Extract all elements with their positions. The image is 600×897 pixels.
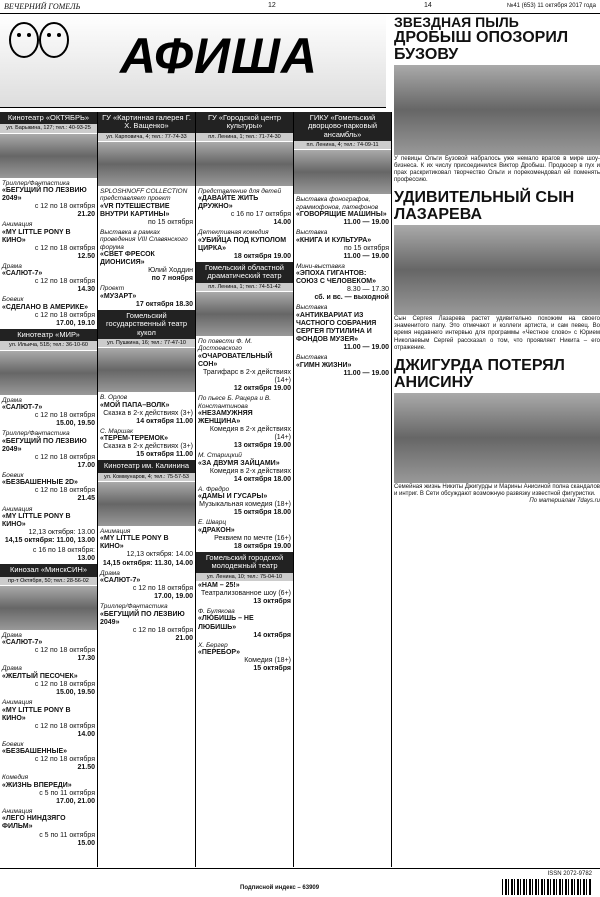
event-genre: По повести Ф. М. Достоевского: [198, 337, 253, 353]
event-title: «САЛЮТ-7»: [2, 404, 43, 412]
event-genre: М. Старицкий: [198, 452, 242, 460]
event-genre: Комедия: [2, 774, 29, 782]
barcode-icon: [502, 879, 592, 895]
venue-header: Кинотеатр «ОКТЯБРЬ»: [0, 112, 97, 124]
venue-photo: [0, 134, 97, 178]
venue-address: пл. Ленина, 1; тел.: 74-51-42: [196, 283, 293, 291]
masthead-title: АФИША: [120, 28, 319, 84]
event: [0, 505, 97, 547]
event-dates: с 5 по 11 октября: [39, 789, 95, 797]
event-times: 14,15 октября: 11.30, 14.00: [102, 559, 193, 567]
event-title: «АНТИКВАРИАТ ИЗ ЧАСТНОГО СОБРАНИЯ СЕРГЕЯ ПУТИЛИНА И ФОНДОВ МУЗЕЯ»: [296, 311, 377, 343]
event-times: 17.00: [77, 461, 95, 469]
column-1: [0, 112, 98, 867]
venue-address: пл. Ленина, 1; тел.: 71-74-30: [196, 133, 293, 141]
subscription-index: Подписной индекс – 63909: [240, 885, 320, 891]
event: [0, 471, 97, 505]
event-times: 17 октября 18.30: [135, 301, 193, 308]
event-title: «ТЕРЕМ-ТЕРЕМОК»: [100, 435, 169, 443]
newspaper-name: ВЕЧЕРНИЙ ГОМЕЛЬ: [4, 2, 81, 11]
page-number-left: 12: [268, 2, 276, 9]
event-genre: Е. Шварц: [198, 519, 227, 527]
venue-photo: [98, 142, 195, 186]
event-genre: Ф. Булякова: [198, 608, 235, 616]
venue-header: Кинотеатр им. Калинина: [98, 460, 195, 472]
event-genre: Выставка фонографов, граммофонов, патефонов: [296, 196, 379, 211]
event-title: «VR ПУТЕШЕСТВИЕ ВНУТРИ КАРТИНЫ»: [100, 202, 170, 218]
event-times: 18 октября 19.00: [233, 543, 291, 551]
venue-address: пр-т Октября, 50; тел.: 28-56-02: [0, 577, 97, 585]
event-title: «MY LITTLE PONY В КИНО»: [2, 513, 71, 529]
event-times: 15 октября: [253, 665, 291, 673]
event-times: 17.00, 19.10: [56, 320, 95, 328]
event-times: 11.00 — 19.00: [343, 252, 389, 260]
venue-photo: [0, 586, 97, 630]
event: [196, 607, 293, 641]
event-title: «ДАВАЙТЕ ЖИТЬ ДРУЖНО»: [198, 195, 259, 211]
event-dates: с 16 по 17 октября: [230, 211, 291, 219]
venue-header: Кинотеатр «МИР»: [0, 329, 97, 341]
event-genre: Анимация: [2, 505, 33, 513]
event-times: 14 октября 11.00: [136, 417, 193, 425]
event: [0, 698, 97, 740]
event-times: 11.00 — 19.00: [343, 219, 389, 227]
venue-address: ул. Барыкина, 127; тел.: 40-93-25: [0, 124, 97, 132]
event-times: 11.00 — 19.00: [343, 369, 389, 377]
event-genre: Драма: [2, 396, 22, 404]
event-times: 14.30: [77, 286, 95, 294]
venue-address: ул. Карповича, 4; тел.: 77-74-33: [98, 133, 195, 141]
event-title: «ГИМН ЖИЗНИ»: [296, 361, 352, 369]
event-genre: По пьесе Б. Рацера и В. Константинова: [198, 395, 272, 410]
venue-photo: [196, 292, 293, 336]
event-dates: с 5 по 11 октября: [39, 831, 95, 839]
event-genre: Выставка: [296, 304, 328, 312]
event-times: 17.00, 19.00: [154, 593, 193, 601]
event-times: по 7 ноября: [151, 275, 193, 283]
event-title: «ЗА ДВУМЯ ЗАЙЦАМИ»: [198, 459, 280, 467]
event-title: «ЛЮБИШЬ – НЕ ЛЮБИШЬ»: [198, 615, 254, 631]
event-dates: 12,13 октября: 14.00: [126, 551, 193, 559]
story-headline: ДЖИГУРДА ПОТЕРЯЛ АНИСИНУ: [394, 356, 565, 391]
venue-photo: [294, 150, 391, 194]
event-times: 18 октября 19.00: [233, 253, 291, 261]
event-genre: Анимация: [2, 807, 33, 815]
story-photo: [394, 225, 600, 315]
event-dates: 12,13 октября: 13.00: [28, 529, 95, 537]
event-title: «БЕГУЩИЙ ПО ЛЕЗВИЮ 2049»: [2, 187, 87, 203]
event-title: «УБИЙЦА ПОД КУПОЛОМ ЦИРКА»: [198, 236, 287, 252]
event-dates: с 12 по 18 октября: [34, 312, 95, 319]
event-times: 21.45: [77, 495, 95, 503]
event: [98, 187, 195, 228]
event-dates: по 15 октября: [343, 244, 389, 252]
event: [0, 262, 97, 296]
event-title: «ЖЕЛТЫЙ ПЕСОЧЕК»: [2, 672, 78, 680]
event-dates: с 12 по 18 октября: [34, 278, 95, 286]
event: [98, 284, 195, 310]
event: [294, 353, 391, 379]
event: [98, 569, 195, 603]
event-times: 17.00, 21.00: [56, 797, 95, 805]
event-times: 14,15 октября: 11.00, 13.00: [4, 537, 95, 545]
event-genre: Х. Бергер: [198, 641, 228, 649]
event-genre: В. Орлов: [100, 394, 128, 402]
event-dates: с 12 по 18 октября: [34, 203, 95, 211]
event-times: 13 октября: [253, 597, 291, 605]
event-times: 15.00: [77, 839, 95, 847]
event-genre: Анимация: [2, 221, 33, 229]
story-text: Семейная жизнь Никиты Джигурды и Марины Анисиной полна скандалов и интриг. В Сети обсуждают возможную развязку известной фигуристки.: [394, 483, 600, 497]
event-genre: Триллер/Фантастика: [100, 603, 168, 611]
event-genre: Выставка: [296, 229, 328, 237]
story-photo: [394, 393, 600, 483]
event-genre: SPLOSHNOFF COLLECTION представляет проект: [100, 187, 188, 203]
story-credit: По материалам 7days.ru: [529, 497, 600, 504]
event-genre: Драма: [2, 665, 22, 673]
event-title: «БЕГУЩИЙ ПО ЛЕЗВИЮ 2049»: [2, 437, 87, 453]
event-dates: с 12 по 18 октября: [34, 412, 95, 420]
event: [0, 396, 97, 430]
story-text: Сын Сергея Лазарева растет удивительно похожим на своего знаменитого папу. Это отмечают и коллеги артиста, и сам певец. Во время недавнего интервью для программы «Честное слово» с Юрием Николаевым Сергей рассказал о том, что проявляет Никита – его отражение.: [394, 316, 600, 351]
venue-header: Гомельский государственный театр кукол: [98, 310, 195, 339]
event-title: «ГОВОРЯЩИЕ МАШИНЫ»: [296, 211, 387, 218]
event-times: 13 октября 19.00: [233, 442, 291, 450]
venue-address: пл. Ленина, 4; тел.: 74-09-11: [294, 141, 391, 149]
venue-header: Кинозал «МинскСИН»: [0, 564, 97, 576]
column-3: [196, 112, 294, 867]
story-headline: ДРОБЫШ ОПОЗОРИЛ БУЗОВУ: [394, 29, 569, 63]
event-dates: с 12 по 18 октября: [34, 453, 95, 461]
masks-icon: [6, 20, 76, 60]
event-title: «БЕЗБАШЕННЫЕ 2D»: [2, 479, 78, 487]
event-title: «КНИГА И КУЛЬТУРА»: [296, 236, 372, 244]
event: [98, 228, 195, 285]
event-title: «ЖИЗНЬ ВПЕРЕДИ»: [2, 781, 72, 789]
event-genre: Анимация: [2, 699, 33, 707]
event-dates: Театрализованное шоу (6+): [200, 589, 291, 597]
venue-photo: [98, 348, 195, 392]
event-genre: Драма: [2, 262, 22, 270]
event: [294, 195, 391, 228]
event-times: 11.00 — 19.00: [343, 344, 389, 352]
event: [98, 602, 195, 644]
event: [98, 427, 195, 461]
event-times: сб. и вс. — выходной: [314, 294, 389, 302]
event-title: «ОЧАРОВАТЕЛЬНЫЙ СОН»: [198, 352, 273, 368]
venue-header: ГУ «Картинная галерея Г. Х. Ващенко»: [98, 112, 195, 133]
event: [196, 187, 293, 229]
event: [196, 337, 293, 394]
event-times: 21.50: [77, 764, 95, 772]
event-dates: Сказка в 2-х действиях (3+): [103, 409, 193, 417]
event: [0, 664, 97, 698]
event-title: «СВЕТ ФРЕСОК ДИОНИСИЯ»: [100, 251, 155, 267]
event-times: 21.20: [77, 211, 95, 219]
event-dates: Комедия в 2-х действиях (14+): [209, 426, 291, 442]
event-title: «MY LITTLE PONY В КИНО»: [2, 706, 71, 722]
event-times: 15.00, 19.50: [56, 420, 95, 428]
event-dates: 8.30 — 17.30: [346, 286, 389, 294]
event-dates: с 16 по 18 октября:: [32, 547, 95, 555]
event-dates: с 12 по 18 октября: [34, 680, 95, 688]
event-dates: с 12 по 18 октября: [34, 756, 95, 764]
event-times: 21.00: [175, 634, 193, 642]
venue-address: ул. Ленина, 10; тел.: 75-04-10: [196, 573, 293, 581]
event-genre: Драма: [2, 631, 22, 639]
event: [196, 485, 293, 519]
event-title: «ЭПОХА ГИГАНТОВ: СОЮЗ С ЧЕЛОВЕКОМ»: [296, 270, 376, 286]
event-times: 12 октября 19.00: [233, 385, 291, 393]
event-genre: Драма: [100, 569, 120, 577]
issn: ISSN 2072-9782: [547, 871, 592, 877]
event-title: «МУЗАРТ»: [100, 292, 137, 300]
event-times: 14 октября 18.00: [233, 475, 291, 483]
event: [196, 641, 293, 675]
event: [196, 581, 293, 607]
event-times: 15.00, 19.50: [56, 689, 95, 697]
event-title: «БЕГУЩИЙ ПО ЛЕЗВИЮ 2049»: [100, 610, 185, 626]
event-dates: с 12 по 18 октября: [34, 647, 95, 655]
column-2: [98, 112, 196, 867]
event-times: 15 октября 18.00: [233, 509, 291, 517]
venue-address: ул. Коммунаров, 4; тел.: 75-57-53: [98, 473, 195, 481]
event: [196, 451, 293, 485]
event-genre: Боевик: [2, 471, 24, 479]
event-times: 13.00: [77, 555, 95, 563]
event: [196, 518, 293, 552]
venue-header: Гомельский городской молодежный театр: [196, 552, 293, 573]
venue-header: ГУ «Городской центр культуры»: [196, 112, 293, 133]
event-dates: Сказка в 2-х действиях (3+): [103, 443, 193, 451]
event: [98, 527, 195, 569]
event-title: «САЛЮТ-7»: [2, 639, 43, 647]
issue-info: №41 (653) 11 октября 2017 года: [506, 3, 596, 9]
story-text: У певицы Ольги Бузовой набралось уже немало врагов в мире шоу-бизнеса. К их числу присоединился Виктор Дробыш. Продюсер в пух и прах раскритиковал творчество Ольги и порекомендовал ей поменять профессию.: [394, 155, 600, 184]
event: [0, 773, 97, 807]
event-title: «МОЙ ПАПА–ВОЛК»: [100, 401, 170, 409]
column-4: [294, 112, 392, 867]
event-dates: Юлий Ходдин: [148, 267, 193, 275]
event-genre: Боевик: [2, 296, 24, 304]
event: [0, 179, 97, 221]
event-dates: Комедия в 2-х действиях: [209, 467, 291, 475]
event-dates: с 12 по 18 октября: [34, 722, 95, 730]
event-genre: А. Фредро: [198, 485, 230, 493]
event: [0, 546, 97, 564]
event-title: «САЛЮТ-7»: [100, 577, 141, 585]
event-title: «MY LITTLE PONY В КИНО»: [2, 228, 71, 244]
event-times: 12.50: [77, 252, 95, 260]
event-dates: Трагифарс в 2-х действиях (14+): [203, 368, 291, 384]
venue-photo: [0, 351, 97, 395]
event-title: «MY LITTLE PONY В КИНО»: [100, 535, 169, 551]
event-genre: Триллер/Фантастика: [2, 179, 70, 187]
event-genre: Представление для детей: [198, 187, 282, 195]
event-genre: Выставка в рамках проведения VIII Славянского форума: [100, 228, 188, 251]
event-title: «НЕЗАМУЖНЯЯ ЖЕНЩИНА»: [198, 410, 253, 426]
section-title: ЗВЕЗДНАЯ ПЫЛЬ: [394, 14, 519, 30]
event-title: «САЛЮТ-7»: [2, 270, 43, 278]
event-genre: Триллер/Фантастика: [2, 430, 70, 438]
event-title: «ЛЕГО НИНДЗЯГО ФИЛЬМ»: [2, 815, 66, 831]
event: [196, 228, 293, 262]
event-title: «ПЕРЕБОР»: [198, 649, 240, 657]
event: [0, 740, 97, 774]
event-genre: Детективная комедия: [198, 229, 269, 237]
event: [294, 228, 391, 262]
event-title: «БЕЗБАШЕННЫЕ»: [2, 748, 68, 756]
event-times: 15 октября 11.00: [136, 451, 193, 459]
event-times: 17.30: [77, 655, 95, 663]
top-bar: [0, 0, 600, 14]
event-dates: Реквием по мечте (16+): [214, 534, 291, 542]
page-number-right: 14: [424, 2, 432, 9]
event-dates: с 12 по 18 октября: [34, 244, 95, 252]
story-headline: УДИВИТЕЛЬНЫЙ СЫН ЛАЗАРЕВА: [394, 189, 575, 224]
event: [294, 262, 391, 304]
event: [294, 303, 391, 353]
event-dates: с 12 по 18 октября: [132, 585, 193, 593]
venue-address: ул. Пушкина, 16; тел.: 77-47-10: [98, 339, 195, 347]
event-times: 14.00: [77, 730, 95, 738]
venue-header: Гомельский областной драматический театр: [196, 262, 293, 283]
event-genre: С. Маршак: [100, 427, 134, 435]
venue-address: ул. Ильича, 51Б; тел.: 36-10-60: [0, 341, 97, 349]
story-photo: [394, 65, 600, 155]
event-title: «ДРАКОН»: [198, 526, 235, 534]
masthead: [0, 14, 386, 108]
event: [196, 394, 293, 451]
venue-photo: [98, 482, 195, 526]
event-dates: с 12 по 18 октября: [132, 626, 193, 634]
event-dates: по 15 октября: [147, 218, 193, 226]
event: [0, 429, 97, 471]
event: [0, 631, 97, 665]
footer: [0, 868, 600, 897]
event: [98, 393, 195, 427]
event-genre: Выставка: [296, 354, 328, 362]
event-genre: Боевик: [2, 740, 24, 748]
event-dates: с 12 по 18 октября: [34, 487, 95, 495]
event-times: 14.00: [273, 219, 291, 227]
event-times: 14 октября: [253, 631, 291, 639]
event-genre: Анимация: [100, 527, 131, 535]
event-genre: Проект: [100, 285, 125, 293]
venue-photo: [196, 142, 293, 186]
event-dates: Музыкальная комедия (18+): [199, 501, 291, 509]
event-dates: Комедия (18+): [244, 657, 291, 665]
event: [0, 807, 97, 849]
event: [0, 295, 97, 329]
right-column: [394, 14, 600, 882]
event-title: «СДЕЛАНО В АМЕРИКЕ»: [2, 303, 89, 311]
event: [0, 220, 97, 262]
venue-header: ГИКУ «Гомельский дворцово-парковый ансамбль»: [294, 112, 391, 141]
event-genre: Мини-выставка: [296, 262, 345, 270]
event-title: «ДАМЫ И ГУСАРЫ»: [198, 493, 268, 501]
event-title: «НАМ – 25!»: [198, 581, 240, 589]
